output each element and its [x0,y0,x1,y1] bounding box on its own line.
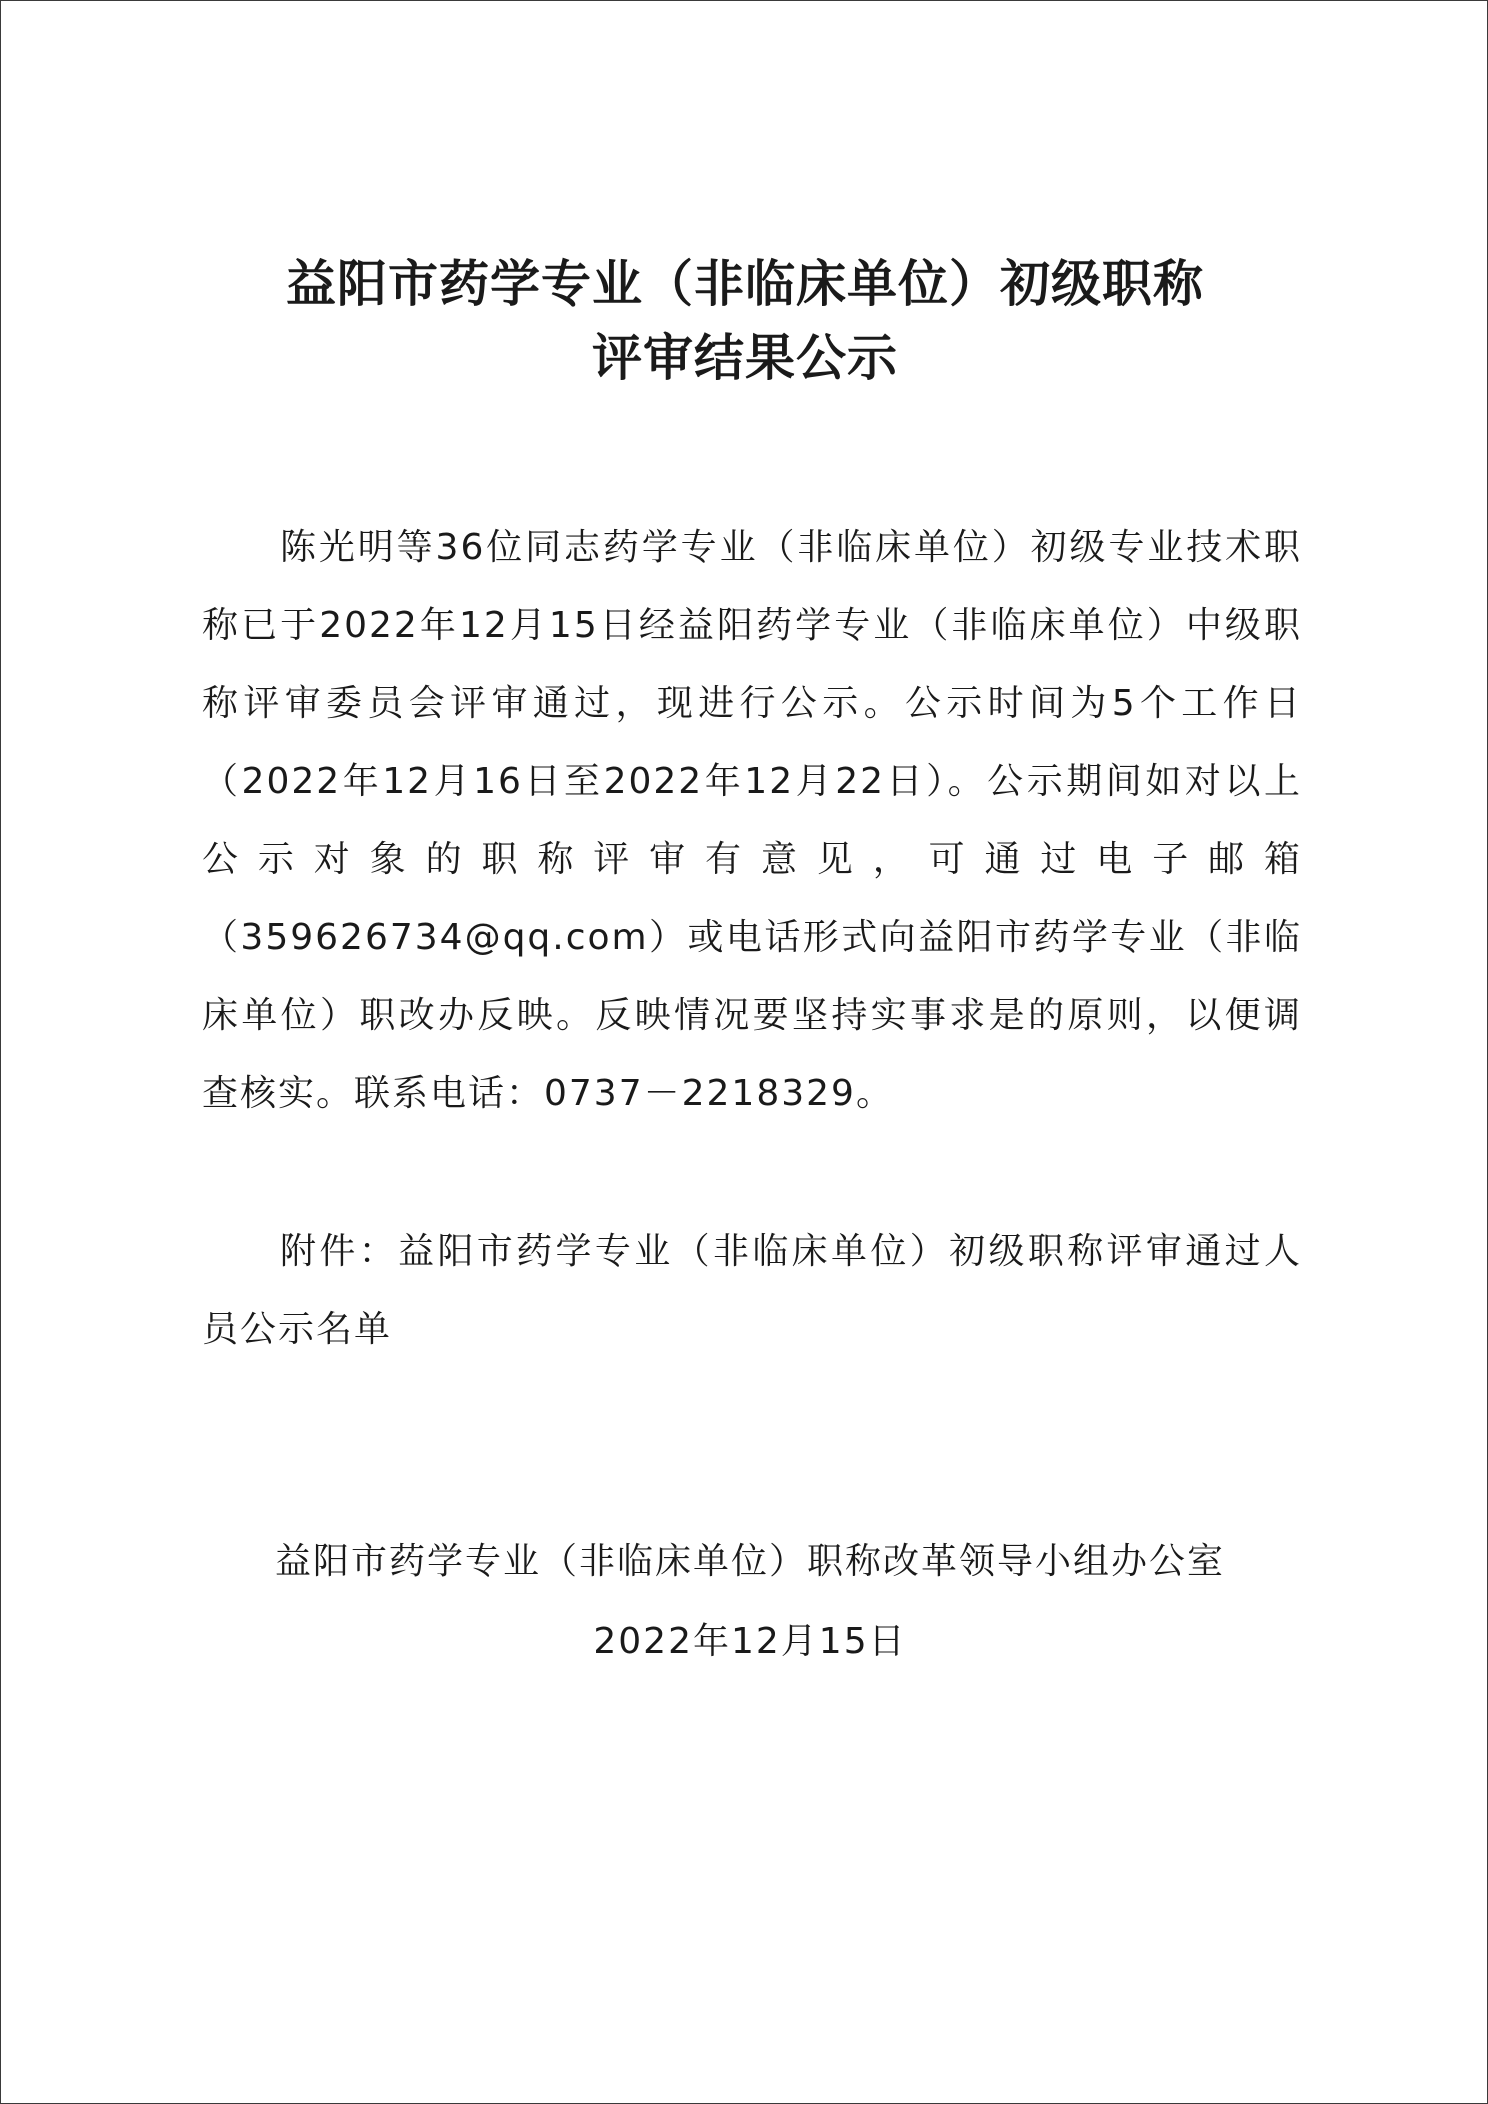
signature-date: 2022年12月15日 [593,1621,907,1662]
announcement-paragraph: 陈光明等36位同志药学专业（非临床单位）初级专业技术职称已于2022年12月15日经益阳药学专业（非临床单位）中级职称评审委员会评审通过，现进行公示。公示时间为5个工作日（2022年12月16日至2022年12月22日）。公示期间如对以上公示对象的职称评审有意见，可通过电子邮箱（359626734@qq.com）或电话形式向益阳市药学专业（非临床单位）职改办反映。反映情况要坚持实事求是的原则，以便调查核实。联系电话：0737－2218329。 [202,527,1302,1114]
document-title-line2: 评审结果公示 [592,328,898,387]
attachment-note: 附件：益阳市药学专业（非临床单位）初级职称评审通过人员公示名单 [202,1231,1302,1350]
signature-organization: 益阳市药学专业（非临床单位）职称改革领导小组办公室 [274,1541,1225,1582]
document-title-line1: 益阳市药学专业（非临床单位）初级职称 [286,254,1204,313]
